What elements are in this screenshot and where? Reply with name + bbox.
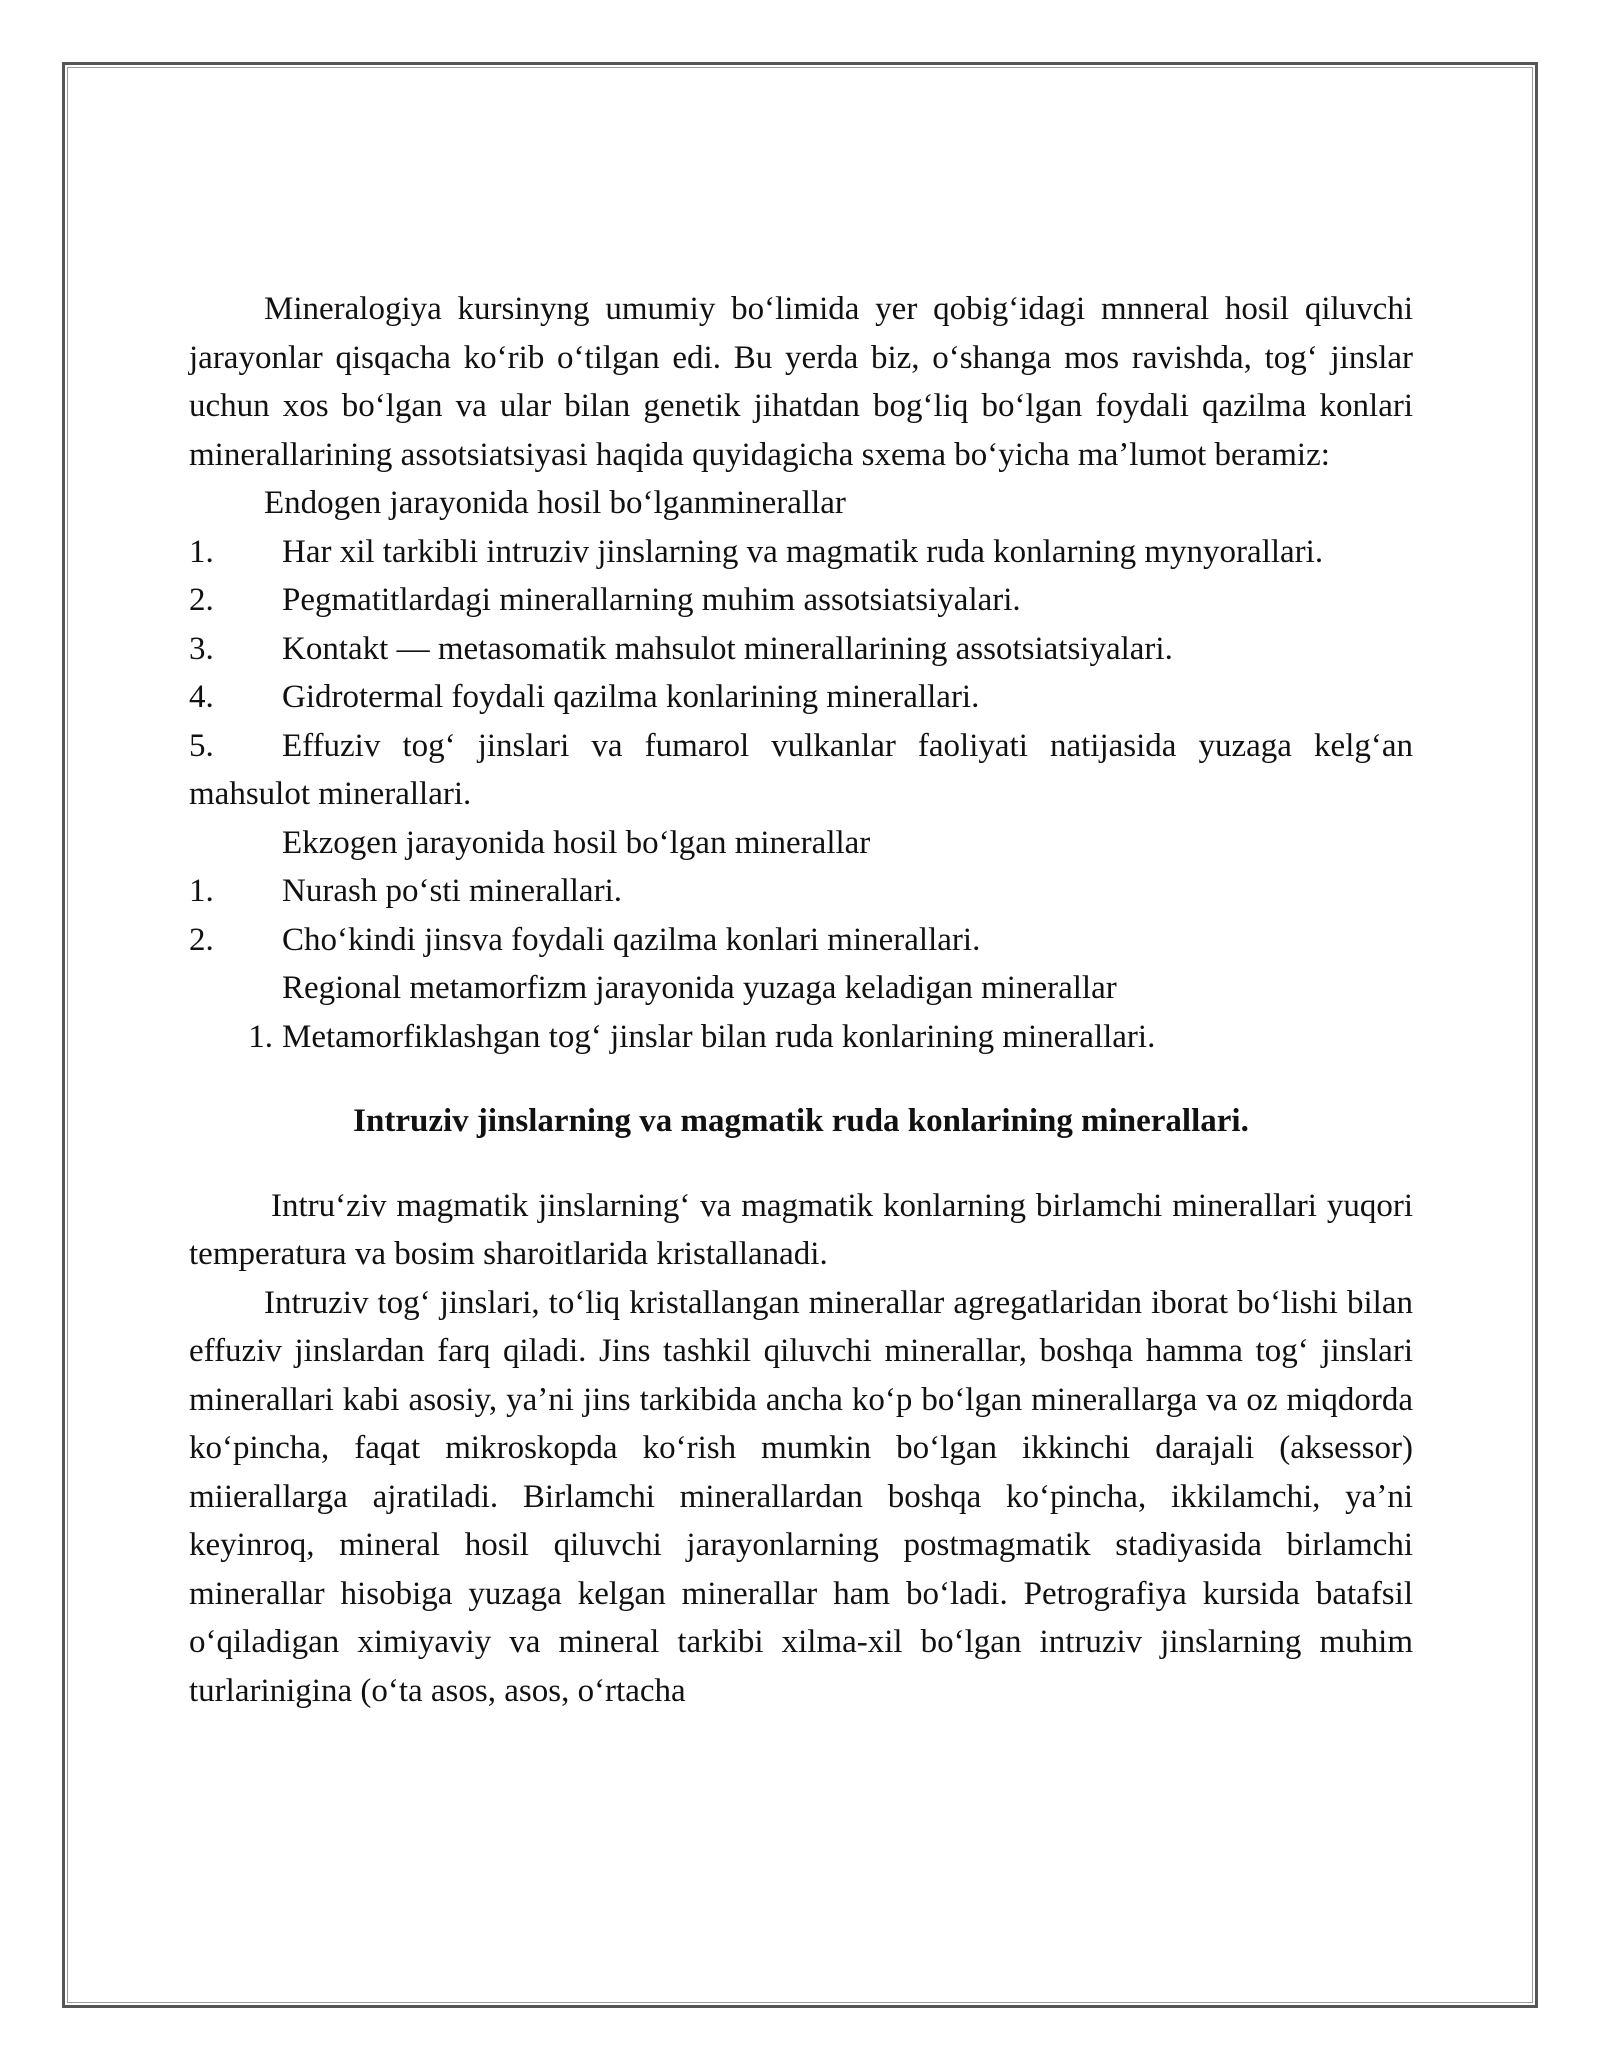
list-item xyxy=(189,576,1413,625)
list-item xyxy=(189,625,1413,674)
list-text: Pegmatitlardagi minerallarning muhim assotsiatsiyalari. xyxy=(282,582,1021,618)
list-number: 2. xyxy=(189,582,214,618)
endogen-heading: Endogen jarayonida hosil boʻlganminerallar xyxy=(264,485,846,521)
list-number: 1. xyxy=(189,873,214,909)
list-text: Kontakt — metasomatik mahsulot minerallarining assotsiatsiyalari. xyxy=(282,630,1173,667)
list-text: Gidrotermal foydali qazilma konlarining minerallari. xyxy=(282,679,980,715)
list-item xyxy=(189,1013,1413,1062)
list-text: Effuziv togʻ jinslari va fumarol vulkanlar faoliyati natijasida yuzaga kelgʻan mahsulot minerallari. xyxy=(189,727,1413,812)
list-number: 3. xyxy=(189,630,214,667)
list-text: Choʻkindi jinsva foydali qazilma konlari minerallari. xyxy=(282,921,981,958)
document-body xyxy=(189,285,1413,1715)
list-number: 1. xyxy=(189,533,214,570)
list-text: Metamorfiklashgan togʻ jinslar bilan ruda konlarining minerallari. xyxy=(282,1018,1156,1055)
section-title: Intruziv jinslarning va magmatik ruda konlarining minerallari. xyxy=(353,1103,1249,1139)
list-number: 1. xyxy=(248,1018,273,1055)
regional-heading: Regional metamorfizm jarayonida yuzaga keladigan minerallar xyxy=(282,970,1117,1006)
list-number: 4. xyxy=(189,679,214,715)
list-number: 2. xyxy=(189,921,214,958)
list-text: Nurash poʻsti minerallari. xyxy=(282,873,622,909)
intro-paragraph: Mineralogiya kursinyng umumiy boʻlimida yer qobigʻidagi mnneral hosil qiluvchi jarayonlar qisqacha koʻrib oʻtilgan edi. Bu yerda biz, oʻshanga mos ravishda, togʻ jinslar uchun xos boʻlgan va ular bilan genetik jihatdan bogʻliq boʻlgan foydali qazilma konlari minerallarining assotsiatsiyasi haqida quyidagicha sxema boʻyicha maʼlumot beramiz: xyxy=(189,291,1413,473)
list-item xyxy=(189,867,1413,916)
list-item xyxy=(189,528,1413,577)
paragraph: Intruʻziv magmatik jinslarningʻ va magmatik konlarning birlamchi minerallari yuqori temperatura va bosim sharoitlarida kristallanadi. xyxy=(189,1187,1413,1272)
list-item xyxy=(189,916,1413,965)
list-text: Har xil tarkibli intruziv jinslarning va magmatik ruda konlarning mynyorallari. xyxy=(282,533,1324,570)
list-item xyxy=(189,722,1413,819)
list-number: 5. xyxy=(189,727,214,764)
list-item xyxy=(189,673,1413,722)
paragraph: Intruziv togʻ jinslari, toʻliq kristallangan minerallar agregatlaridan iborat boʻlishi bilan effuziv jinslardan farq qiladi. Jins tashkil qiluvchi minerallar, boshqa hamma togʻ jinslari minerallari kabi asosiy, yaʼni jins tarkibida ancha koʻp boʻlgan minerallarga va oz miqdorda koʻpincha, faqat mikroskopda koʻrish mumkin boʻlgan ikkinchi darajali (aksessor) miierallarga ajratiladi. Birlamchi minerallardan boshqa koʻpincha, ikkilamchi, yaʼni keyinroq, mineral hosil qiluvchi jarayonlarning postmagmatik stadiyasida birlamchi minerallar hisobiga yuzaga kelgan minerallar ham boʻladi. Petrografiya kursida batafsil oʻqiladigan ximiyaviy va mineral tarkibi xilma-xil boʻlgan intruziv jinslarning muhim turlarinigina (oʻta asos, asos, oʻrtacha xyxy=(189,1284,1413,1709)
ekzogen-heading: Ekzogen jarayonida hosil boʻlgan minerallar xyxy=(282,824,871,861)
